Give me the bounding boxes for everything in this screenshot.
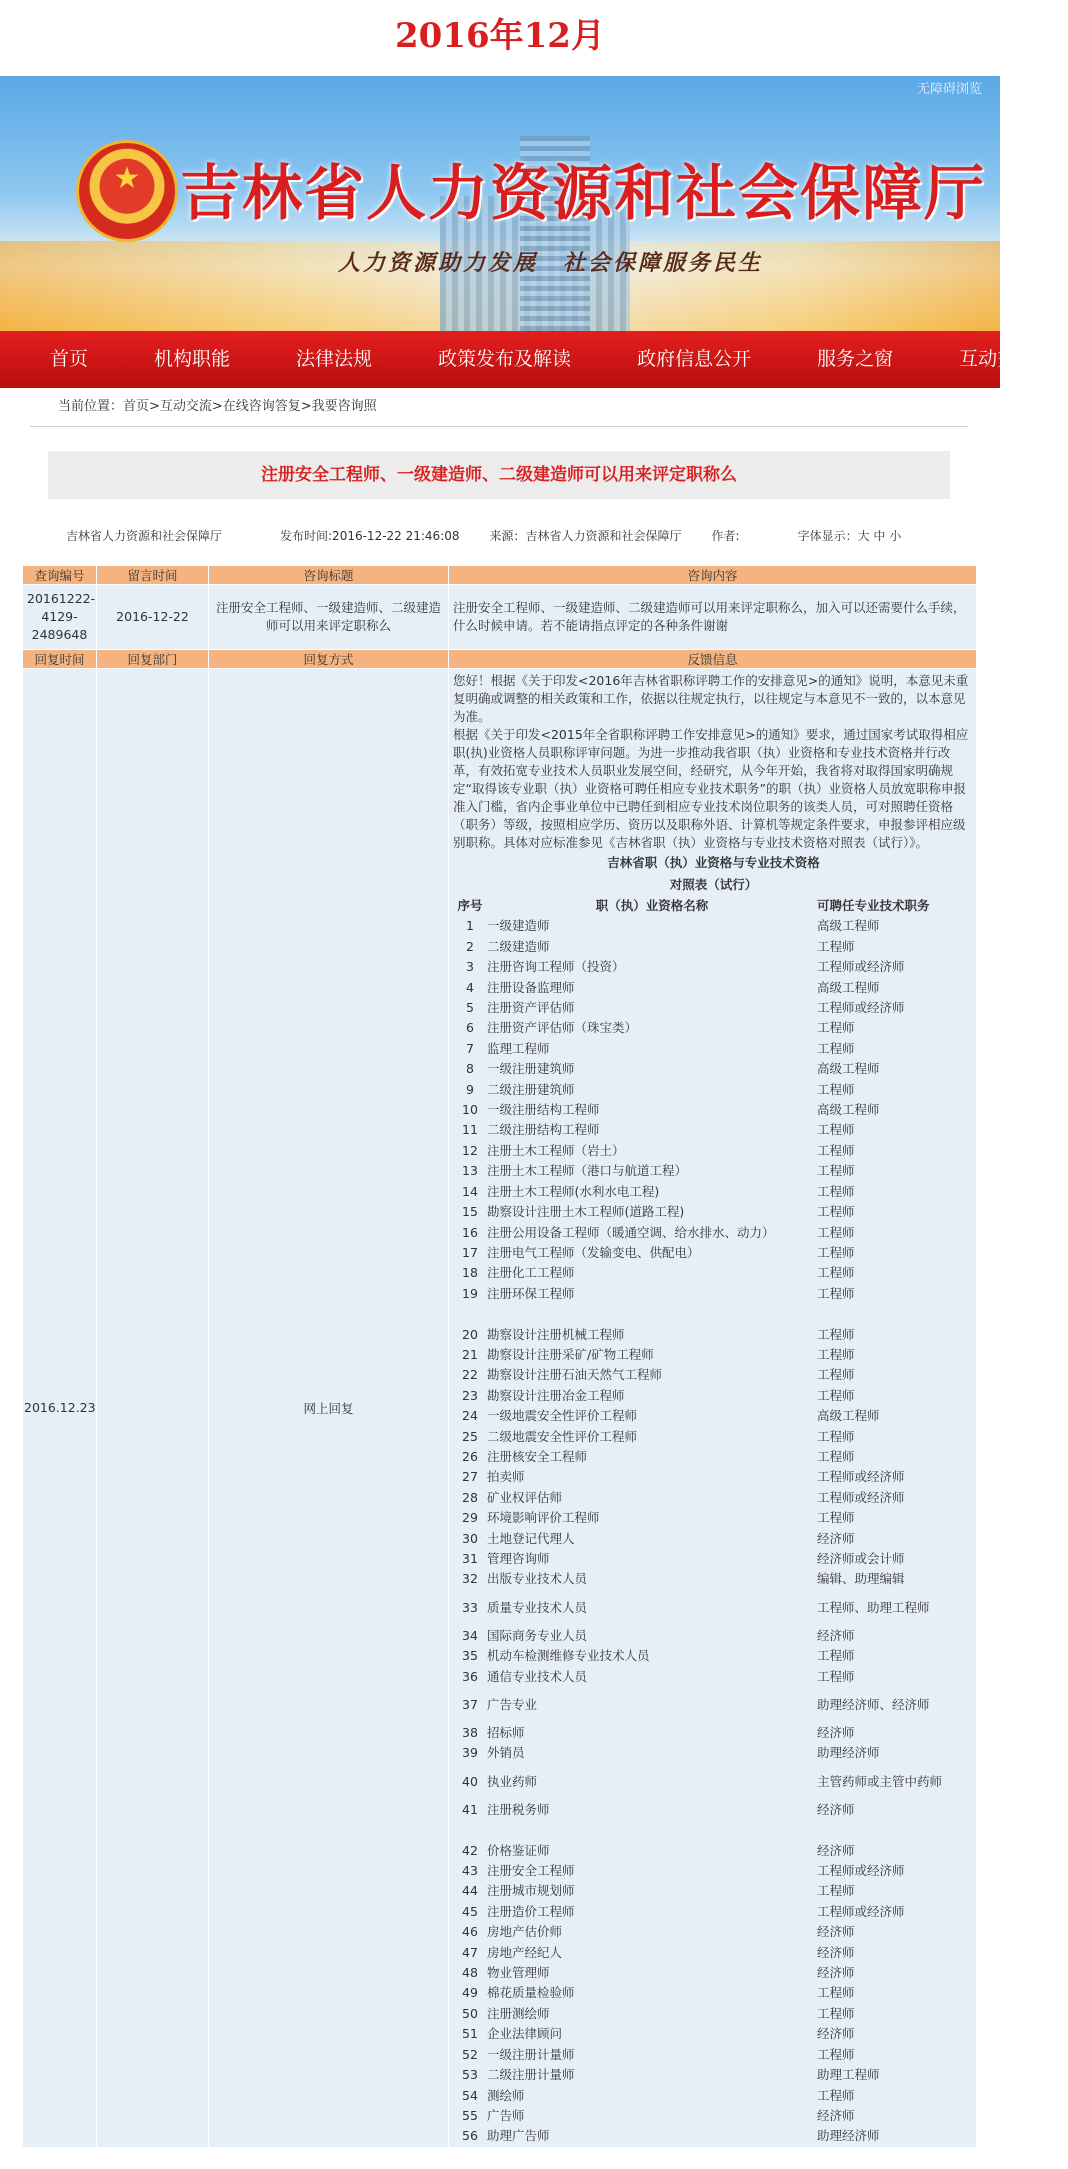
row-position: 经济师	[817, 1530, 855, 1546]
row-seq: 51	[462, 2026, 478, 2042]
col-seq: 序号	[457, 898, 483, 913]
nav-item-1[interactable]: 机构职能	[154, 348, 231, 370]
row-seq: 49	[462, 1985, 478, 2001]
row-position: 工程师	[817, 1142, 855, 1158]
row-position: 经济师	[817, 1924, 855, 1940]
row-position: 工程师	[817, 1122, 855, 1138]
row-seq: 23	[462, 1387, 478, 1403]
comparison-row	[453, 1590, 974, 1626]
article-meta	[22, 521, 976, 551]
feedback-paragraph-1: 您好！根据《关于印发<2016年吉林省职称评聘工作的安排意见>的通知》说明，本意见未重复明确或调整的相关政策和工作，依据以往规定执行，以往规定与本意见不一致的，以本意见为准。	[453, 673, 969, 724]
row-qualification: 广告师	[487, 2107, 525, 2123]
row-qualification: 注册土木工程师（港口与航道工程）	[487, 1163, 688, 1179]
col-reply-time: 回复时间	[23, 650, 97, 669]
author: 作者:	[711, 529, 740, 543]
col-query-content: 咨询内容	[449, 566, 977, 585]
row-qualification: 助理广告师	[487, 2128, 550, 2144]
row-position: 工程师	[817, 1183, 855, 1199]
row-seq: 17	[462, 1244, 478, 1260]
row-position: 工程师	[817, 1367, 855, 1383]
row-seq: 46	[462, 1924, 478, 1940]
row-position: 高级工程师	[817, 1408, 880, 1424]
row-seq: 14	[462, 1183, 478, 1199]
row-position: 工程师	[817, 1081, 855, 1097]
row-seq: 16	[462, 1224, 478, 1240]
reply-dept	[97, 669, 209, 2148]
col-reply-method: 回复方式	[209, 650, 449, 669]
row-position: 经济师	[817, 1965, 855, 1981]
row-position: 高级工程师	[817, 918, 880, 934]
comparison-row	[453, 1983, 974, 2003]
row-position: 工程师、助理工程师	[817, 1599, 930, 1615]
row-seq: 7	[466, 1040, 474, 1056]
row-qualification: 价格鉴证师	[487, 1842, 550, 1858]
row-position: 工程师	[817, 1285, 855, 1301]
row-position: 编辑、助理编辑	[817, 1571, 905, 1587]
col-message-time: 留言时间	[97, 566, 209, 585]
row-qualification: 招标师	[487, 1725, 525, 1741]
source: 来源：吉林省人力资源和社会保障厅	[489, 529, 682, 543]
row-position: 工程师	[817, 1985, 855, 2001]
row-seq: 5	[466, 1000, 474, 1016]
comparison-row	[453, 1202, 974, 1222]
row-qualification: 通信专业技术人员	[487, 1668, 588, 1684]
comparison-row	[453, 1687, 974, 1723]
row-qualification: 勘察设计注册机械工程师	[487, 1326, 625, 1342]
col-query-id: 查询编号	[23, 566, 97, 585]
row-position: 经济师	[817, 1801, 855, 1817]
row-qualification	[487, 1304, 817, 1324]
comparison-row	[453, 1345, 974, 1365]
row-seq: 6	[466, 1020, 474, 1036]
row-position: 助理工程师	[817, 2067, 880, 2083]
site-banner	[0, 76, 1000, 331]
nav-item-6[interactable]: 互动交流	[959, 348, 1036, 370]
comparison-row	[453, 1943, 974, 1963]
row-qualification: 拍卖师	[487, 1469, 525, 1485]
row-seq: 18	[462, 1265, 478, 1281]
row-seq: 43	[462, 1863, 478, 1879]
reply-row	[23, 669, 977, 2148]
comparison-row	[453, 1447, 974, 1467]
col-feedback: 反馈信息	[449, 650, 977, 669]
row-seq: 30	[462, 1530, 478, 1546]
comparison-row	[453, 1626, 974, 1646]
row-seq: 55	[462, 2107, 478, 2123]
row-seq: 32	[462, 1571, 478, 1587]
row-position: 经济师	[817, 1944, 855, 1960]
comparison-row	[453, 1284, 974, 1304]
row-position: 工程师	[817, 2046, 855, 2062]
row-seq: 48	[462, 1965, 478, 1981]
row-seq: 10	[462, 1102, 478, 1118]
comparison-row	[453, 1743, 974, 1763]
row-position: 工程师	[817, 1224, 855, 1240]
comparison-row	[453, 2004, 974, 2024]
comparison-row	[453, 978, 974, 998]
row-position: 高级工程师	[817, 1102, 880, 1118]
row-seq: 52	[462, 2046, 478, 2062]
row-seq: 42	[462, 1842, 478, 1858]
row-seq: 11	[462, 1122, 478, 1138]
comparison-title-line1: 吉林省职（执）业资格与专业技术资格	[607, 855, 820, 870]
comparison-row	[453, 1508, 974, 1528]
comparison-row	[453, 1018, 974, 1038]
row-qualification: 出版专业技术人员	[487, 1571, 588, 1587]
row-qualification: 测绘师	[487, 2087, 525, 2103]
row-qualification: 企业法律顾问	[487, 2026, 563, 2042]
row-qualification: 国际商务专业人员	[487, 1627, 588, 1643]
breadcrumb[interactable]: 当前位置：首页>互动交流>在线咨询答复>我要咨询照	[30, 388, 968, 427]
national-emblem-icon: ★	[76, 140, 178, 242]
comparison-row	[453, 1902, 974, 1922]
col-query-title: 咨询标题	[209, 566, 449, 585]
feedback-paragraph-2: 根据《关于印发<2015年全省职称评聘工作安排意见>的通知》要求，通过国家考试取得相应职(执)业资格人员职称评审问题。为进一步推动我省职（执）业资格和专业技术资格并行改革，有效拓宽专业技术人员职业发展空间，经研究，从今年开始，我省将对取得国家明确规定“取得该专业职（执）业资格可聘任相应专业技术职务”的职（执）业资格人员放宽职称申报准入门槛，省内企事业单位中已聘任到相应专业技术岗位职务的该类人员，可对照聘任资格（职务）等级，按照相应学历、资历以及职称外语、计算机等规定条件要求，申报参评相应级别职称。具体对应标准参见《吉林省职（执）业资格与专业技术资格对照表（试行）》。	[453, 727, 969, 850]
row-position: 工程师	[817, 1326, 855, 1342]
row-qualification: 注册核安全工程师	[487, 1448, 588, 1464]
row-seq: 15	[462, 1204, 478, 1220]
row-seq: 29	[462, 1510, 478, 1526]
row-seq: 38	[462, 1725, 478, 1741]
row-qualification: 土地登记代理人	[487, 1530, 575, 1546]
row-position: 助理经济师	[817, 2128, 880, 2144]
row-position: 工程师	[817, 2087, 855, 2103]
col-qualification: 职（执）业资格名称	[595, 898, 709, 913]
feedback-content	[449, 669, 977, 2148]
row-seq: 50	[462, 2005, 478, 2021]
nav-item-2[interactable]: 法律法规	[296, 348, 373, 370]
comparison-row	[453, 1549, 974, 1569]
row-qualification: 注册土木工程师（岩土）	[487, 1142, 625, 1158]
row-qualification: 注册设备监理师	[487, 979, 575, 995]
comparison-row	[453, 1039, 974, 1059]
row-qualification: 执业药师	[487, 1773, 538, 1789]
row-seq: 56	[462, 2128, 478, 2144]
publish-time: 发布时间:2016-12-22 21:46:08	[280, 529, 460, 543]
comparison-row	[453, 2086, 974, 2106]
author-org: 吉林省人力资源和社会保障厅	[66, 529, 223, 543]
row-qualification: 勘察设计注册石油天然气工程师	[487, 1367, 663, 1383]
comparison-row	[453, 2126, 974, 2146]
row-qualification: 注册化工工程师	[487, 1265, 575, 1281]
row-qualification: 环境影响评价工程师	[487, 1510, 600, 1526]
row-qualification: 机动车检测维修专业技术人员	[487, 1648, 650, 1664]
row-seq: 34	[462, 1627, 478, 1643]
row-seq: 13	[462, 1163, 478, 1179]
row-position: 工程师	[817, 1648, 855, 1664]
row-qualification: 注册安全工程师	[487, 1863, 575, 1879]
row-qualification: 勘察设计注册土木工程师(道路工程)	[487, 1204, 685, 1220]
comparison-row	[453, 1529, 974, 1549]
row-position: 工程师	[817, 1204, 855, 1220]
row-seq: 24	[462, 1408, 478, 1424]
row-qualification: 一级地震安全性评价工程师	[487, 1408, 638, 1424]
row-position: 工程师	[817, 1346, 855, 1362]
row-position: 助理经济师	[817, 1745, 880, 1761]
row-qualification: 注册城市规划师	[487, 1883, 575, 1899]
query-title: 注册安全工程师、一级建造师、二级建造师可以用来评定职称么	[209, 585, 449, 650]
comparison-row	[453, 1059, 974, 1079]
nav-item-4[interactable]: 政府信息公开	[637, 348, 752, 370]
row-seq: 41	[462, 1801, 478, 1817]
row-qualification: 一级注册结构工程师	[487, 1102, 600, 1118]
comparison-row	[453, 2065, 974, 2085]
comparison-header	[453, 896, 974, 916]
row-position: 工程师或经济师	[817, 1489, 905, 1505]
comparison-row	[453, 1467, 974, 1487]
row-seq: 21	[462, 1346, 478, 1362]
row-position: 经济师	[817, 2026, 855, 2042]
row-seq: 47	[462, 1944, 478, 1960]
row-seq	[453, 1820, 487, 1840]
row-position: 经济师或会计师	[817, 1550, 905, 1566]
row-qualification: 二级注册结构工程师	[487, 1122, 600, 1138]
reply-method: 网上回复	[209, 669, 449, 2148]
row-position: 工程师	[817, 1163, 855, 1179]
row-seq: 28	[462, 1489, 478, 1505]
row-position: 工程师或经济师	[817, 959, 905, 975]
row-position: 工程师或经济师	[817, 1469, 905, 1485]
comparison-row	[453, 1386, 974, 1406]
row-position: 高级工程师	[817, 1061, 880, 1077]
reply-header-row	[23, 650, 977, 669]
comparison-row	[453, 1963, 974, 1983]
site-title: 吉林省人力资源和社会保障厅	[180, 159, 986, 229]
row-seq: 33	[462, 1599, 478, 1615]
comparison-row	[453, 1881, 974, 1901]
row-seq: 4	[466, 979, 474, 995]
nav-item-3[interactable]: 政策发布及解读	[438, 348, 572, 370]
row-seq: 27	[462, 1469, 478, 1485]
row-position: 工程师或经济师	[817, 1863, 905, 1879]
row-qualification: 矿业权评估师	[487, 1489, 563, 1505]
row-seq	[453, 1304, 487, 1324]
row-seq: 44	[462, 1883, 478, 1899]
row-qualification: 注册税务师	[487, 1801, 550, 1817]
row-qualification: 房地产估价师	[487, 1924, 563, 1940]
row-seq: 25	[462, 1428, 478, 1444]
content-frame	[22, 388, 976, 2148]
row-position: 工程师	[817, 1883, 855, 1899]
comparison-spacer-row	[453, 1304, 974, 1324]
comparison-row	[453, 1080, 974, 1100]
comparison-row	[453, 2106, 974, 2126]
comparison-row	[453, 1325, 974, 1345]
page-date: 2016年12月	[395, 16, 605, 56]
row-seq: 22	[462, 1367, 478, 1383]
comparison-row	[453, 937, 974, 957]
comparison-row	[453, 1406, 974, 1426]
comparison-row	[453, 998, 974, 1018]
row-qualification: 注册资产评估师	[487, 1000, 575, 1016]
row-seq: 26	[462, 1448, 478, 1464]
row-seq: 39	[462, 1745, 478, 1761]
consultation-table	[22, 565, 977, 2148]
row-qualification: 注册土木工程师(水利水电工程)	[487, 1183, 660, 1199]
row-seq: 40	[462, 1773, 478, 1789]
comparison-row	[453, 1141, 974, 1161]
row-position: 工程师	[817, 1265, 855, 1281]
comparison-row	[453, 957, 974, 977]
row-qualification: 注册公用设备工程师（暖通空调、给水排水、动力）	[487, 1224, 775, 1240]
row-position: 工程师	[817, 1020, 855, 1036]
row-qualification: 外销员	[487, 1745, 525, 1761]
row-position: 工程师	[817, 1668, 855, 1684]
row-seq: 9	[466, 1081, 474, 1097]
comparison-row	[453, 2024, 974, 2044]
row-position: 经济师	[817, 1842, 855, 1858]
row-seq: 54	[462, 2087, 478, 2103]
comparison-row	[453, 916, 974, 936]
main-nav	[0, 331, 1036, 388]
site-slogan: 人力资源助力发展 社会保障服务民生	[338, 250, 764, 276]
row-seq: 31	[462, 1550, 478, 1566]
row-qualification: 注册环保工程师	[487, 1285, 575, 1301]
row-qualification: 勘察设计注册采矿/矿物工程师	[487, 1346, 654, 1362]
comparison-row	[453, 1800, 974, 1820]
query-time: 2016-12-22	[97, 585, 209, 650]
row-seq: 53	[462, 2067, 478, 2083]
row-qualification: 一级注册建筑师	[487, 1061, 575, 1077]
comparison-title	[453, 852, 974, 896]
comparison-title-line2: 对照表（试行）	[669, 877, 758, 892]
query-row	[23, 585, 977, 650]
row-qualification: 监理工程师	[487, 1040, 550, 1056]
comparison-row	[453, 1100, 974, 1120]
comparison-row	[453, 1922, 974, 1942]
comparison-row	[453, 2045, 974, 2065]
row-qualification: 注册资产评估师（珠宝类）	[487, 1020, 638, 1036]
row-qualification	[487, 1820, 817, 1840]
comparison-row	[453, 1427, 974, 1447]
row-qualification: 质量专业技术人员	[487, 1599, 588, 1615]
comparison-table	[453, 896, 974, 2147]
row-qualification: 物业管理师	[487, 1965, 550, 1981]
comparison-row	[453, 1569, 974, 1589]
row-qualification: 注册电气工程师（发输变电、供配电）	[487, 1244, 700, 1260]
row-qualification: 勘察设计注册冶金工程师	[487, 1387, 625, 1403]
row-qualification: 棉花质量检验师	[487, 1985, 575, 2001]
row-position: 工程师	[817, 2005, 855, 2021]
row-position: 经济师	[817, 1725, 855, 1741]
accessibility-link[interactable]: 无障碍浏览	[916, 82, 982, 97]
row-position: 高级工程师	[817, 979, 880, 995]
comparison-row	[453, 1120, 974, 1140]
row-seq: 37	[462, 1697, 478, 1713]
row-qualification: 注册咨询工程师（投资）	[487, 959, 625, 975]
comparison-row	[453, 1365, 974, 1385]
comparison-row	[453, 1646, 974, 1666]
row-qualification: 广告专业	[487, 1697, 538, 1713]
row-seq: 3	[466, 959, 474, 975]
comparison-row	[453, 1841, 974, 1861]
row-position: 工程师	[817, 1040, 855, 1056]
comparison-row	[453, 1263, 974, 1283]
comparison-row	[453, 1667, 974, 1687]
row-qualification: 房地产经纪人	[487, 1944, 563, 1960]
comparison-row	[453, 1243, 974, 1263]
row-position: 工程师	[817, 1428, 855, 1444]
row-seq: 45	[462, 1903, 478, 1919]
comparison-row	[453, 1161, 974, 1181]
row-seq: 8	[466, 1061, 474, 1077]
row-position: 工程师或经济师	[817, 1903, 905, 1919]
query-content: 注册安全工程师、一级建造师、二级建造师可以用来评定职称么，加入可以还需要什么手续，什么时候申请。若不能请指点评定的各种条件谢谢	[449, 585, 977, 650]
comparison-row	[453, 1723, 974, 1743]
comparison-row	[453, 1223, 974, 1243]
row-position: 主管药师或主管中药师	[817, 1773, 943, 1789]
row-seq: 35	[462, 1648, 478, 1664]
nav-item-0[interactable]: 首页	[50, 348, 89, 370]
row-qualification: 注册测绘师	[487, 2005, 550, 2021]
row-seq: 2	[466, 938, 474, 954]
row-seq: 20	[462, 1326, 478, 1342]
row-qualification: 二级注册计量师	[487, 2067, 575, 2083]
row-seq: 12	[462, 1142, 478, 1158]
row-seq: 1	[466, 918, 474, 934]
col-position: 可聘任专业技术职务	[817, 898, 930, 913]
row-qualification: 管理咨询师	[487, 1550, 550, 1566]
row-position	[817, 1304, 974, 1324]
query-id: 20161222-4129-2489648	[23, 585, 97, 650]
row-position: 工程师	[817, 1387, 855, 1403]
row-qualification: 注册造价工程师	[487, 1903, 575, 1919]
row-position: 工程师	[817, 1510, 855, 1526]
row-qualification: 二级地震安全性评价工程师	[487, 1428, 638, 1444]
comparison-row	[453, 1488, 974, 1508]
row-position: 经济师	[817, 2107, 855, 2123]
row-position: 经济师	[817, 1627, 855, 1643]
row-position	[817, 1820, 974, 1840]
row-qualification: 一级注册计量师	[487, 2046, 575, 2062]
query-header-row	[23, 566, 977, 585]
row-qualification: 二级建造师	[487, 938, 550, 954]
row-seq: 36	[462, 1668, 478, 1684]
comparison-row	[453, 1764, 974, 1800]
row-seq: 19	[462, 1285, 478, 1301]
comparison-row	[453, 1182, 974, 1202]
article-title: 注册安全工程师、一级建造师、二级建造师可以用来评定职称么	[48, 451, 950, 499]
row-position: 助理经济师、经济师	[817, 1697, 930, 1713]
reply-time: 2016.12.23	[23, 669, 97, 2148]
row-qualification: 二级注册建筑师	[487, 1081, 575, 1097]
comparison-row	[453, 1861, 974, 1881]
comparison-spacer-row	[453, 1820, 974, 1840]
row-position: 工程师	[817, 938, 855, 954]
font-size-control[interactable]: 字体显示：大 中 小	[797, 529, 902, 543]
row-qualification: 一级建造师	[487, 918, 550, 934]
row-position: 工程师	[817, 1448, 855, 1464]
nav-item-5[interactable]: 服务之窗	[817, 348, 894, 370]
row-position: 工程师或经济师	[817, 1000, 905, 1016]
row-position: 工程师	[817, 1244, 855, 1260]
col-reply-dept: 回复部门	[97, 650, 209, 669]
